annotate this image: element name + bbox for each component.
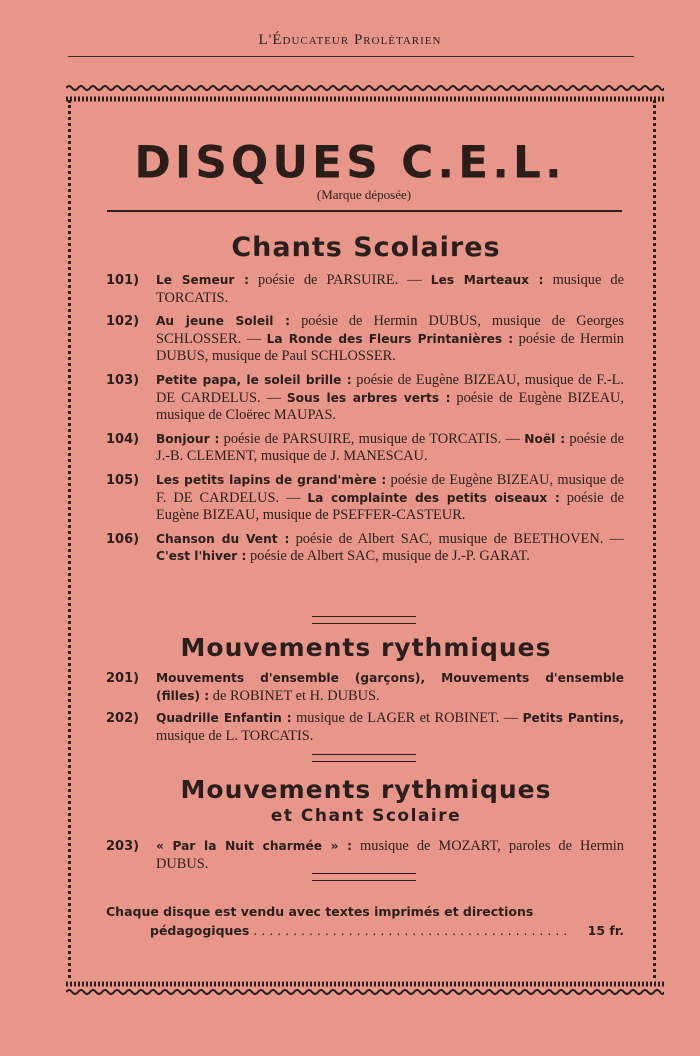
section-title-mouvements-rythmiques: Mouvements rythmiques <box>180 633 552 662</box>
catalog-entry <box>106 838 624 873</box>
song-title: Au jeune Soleil : <box>156 314 291 329</box>
entry-text <box>156 670 624 705</box>
trademark-note: (Marque déposée) <box>316 187 412 202</box>
price: 15 fr. <box>587 923 624 938</box>
entry-text <box>156 838 624 873</box>
credit-text: poésie de Hermin DUBUS, musique de Georges SCHLOSSER. — <box>156 313 624 347</box>
song-title: Petite papa, le soleil brille : <box>156 372 352 387</box>
credit-text: poésie de Albert SAC, musique de BEETHOVEN. — <box>289 530 624 547</box>
song-title: Le Semeur : <box>156 273 249 287</box>
entry-text <box>156 531 624 566</box>
section-separator <box>312 754 416 762</box>
entry-text <box>156 272 624 307</box>
section-subtitle-chant-scolaire: et Chant Scolaire <box>270 806 462 826</box>
footer-line-2: pédagogiques <box>150 923 250 938</box>
song-title: Mouvements d'ensemble (garçons), Mouvements d'ensemble (filles) : <box>156 671 624 703</box>
credit-text: poésie de PARSUIRE, musique de TORCATIS. — <box>219 430 525 447</box>
footer-leader-dots: . . . . . . . . . . . . . . . . . . . . . . . . . . . . . . . . . . . . . . . . <box>253 923 568 938</box>
section-separator <box>312 616 416 624</box>
song-title: Noël : <box>524 431 566 446</box>
entry-number: 106) <box>106 531 140 547</box>
credit-text: musique de L. TORCATIS. <box>156 727 314 744</box>
entry-number: 104) <box>106 431 140 447</box>
catalog-entry <box>106 372 624 425</box>
footer-note <box>106 902 624 940</box>
section-title-mouvements-chant: Mouvements rythmiques <box>180 775 552 804</box>
top-wave-border <box>66 84 664 92</box>
entry-text <box>156 372 624 425</box>
entry-number: 203) <box>106 839 140 854</box>
credit-text: poésie de Hermin DUBUS, musique de Paul SCHLOSSER. <box>156 330 624 365</box>
song-title: Chanson du Vent : <box>156 531 290 546</box>
song-title: C'est l'hiver : <box>156 549 247 564</box>
section-title-chants-scolaires: Chants Scolaires <box>231 232 501 263</box>
credit-text: poésie de Eugène BIZEAU, musique de F.-L. DE CARDELUS. — <box>156 371 624 406</box>
song-title: « Par la Nuit charmée » : <box>156 839 353 853</box>
bottom-wave-border <box>66 988 664 996</box>
page-title: DISQUES C.E.L. <box>134 136 566 189</box>
section-separator <box>312 873 416 881</box>
bottom-dotted-border <box>66 980 664 988</box>
song-title: La complainte des petits oiseaux : <box>307 490 560 505</box>
song-title: Quadrille Enfantin : <box>156 711 292 726</box>
credit-text: poésie de Eugène BIZEAU, musique de F. DE CARDELUS. — <box>156 471 624 506</box>
credit-text: poésie de Eugène BIZEAU, musique de PSEFFER-CASTEUR. <box>156 489 624 524</box>
entry-text <box>156 710 624 745</box>
catalog-entry <box>106 431 624 466</box>
title-rule <box>107 210 622 212</box>
journal-title: L'Éducateur Prolétarien <box>258 32 442 48</box>
entry-number: 105) <box>106 472 140 488</box>
credit-text: poésie de PARSUIRE. — <box>248 272 431 288</box>
catalog-entry <box>106 531 624 566</box>
credit-text: poésie de Albert SAC, musique de J.-P. GARAT. <box>246 548 530 565</box>
song-title: Les Marteaux : <box>430 273 544 287</box>
catalog-entry <box>106 472 624 525</box>
entry-text <box>156 472 624 525</box>
catalog-entry <box>106 272 624 307</box>
catalog-entry <box>106 670 624 705</box>
credit-text: musique de MOZART, paroles de Hermin DUBUS. <box>156 838 624 872</box>
song-title: Bonjour : <box>156 431 220 446</box>
entry-text <box>156 313 624 366</box>
entry-number: 201) <box>106 671 140 686</box>
song-title: Sous les arbres verts : <box>286 390 451 405</box>
journal-header <box>0 32 700 49</box>
section-entries-chants-scolaires <box>106 272 624 572</box>
entry-number: 102) <box>106 314 140 330</box>
song-title: La Ronde des Fleurs Printanières : <box>266 331 514 346</box>
catalog-entry <box>106 710 624 745</box>
footer-line-1: Chaque disque est vendu avec textes imprimés et directions <box>106 904 534 919</box>
entry-number: 101) <box>106 273 140 288</box>
credit-text: poésie de Eugène BIZEAU, musique de Cloërec MAUPAS. <box>156 389 624 424</box>
header-rule <box>68 56 634 57</box>
credit-text: musique de TORCATIS. <box>156 272 624 306</box>
song-title: Petits Pantins, <box>522 711 624 726</box>
section-entries-mouvements-rythmiques <box>106 670 624 750</box>
entry-text <box>156 431 624 466</box>
entry-number: 103) <box>106 372 140 388</box>
entry-number: 202) <box>106 711 140 727</box>
credit-text: poésie de J.-B. CLEMENT, musique de J. MANESCAU. <box>156 430 624 465</box>
song-title: Les petits lapins de grand'mère : <box>156 472 387 487</box>
credit-text: de ROBINET et H. DUBUS. <box>209 687 380 704</box>
credit-text: musique de LAGER et ROBINET. — <box>291 710 523 727</box>
catalog-entry <box>106 313 624 366</box>
